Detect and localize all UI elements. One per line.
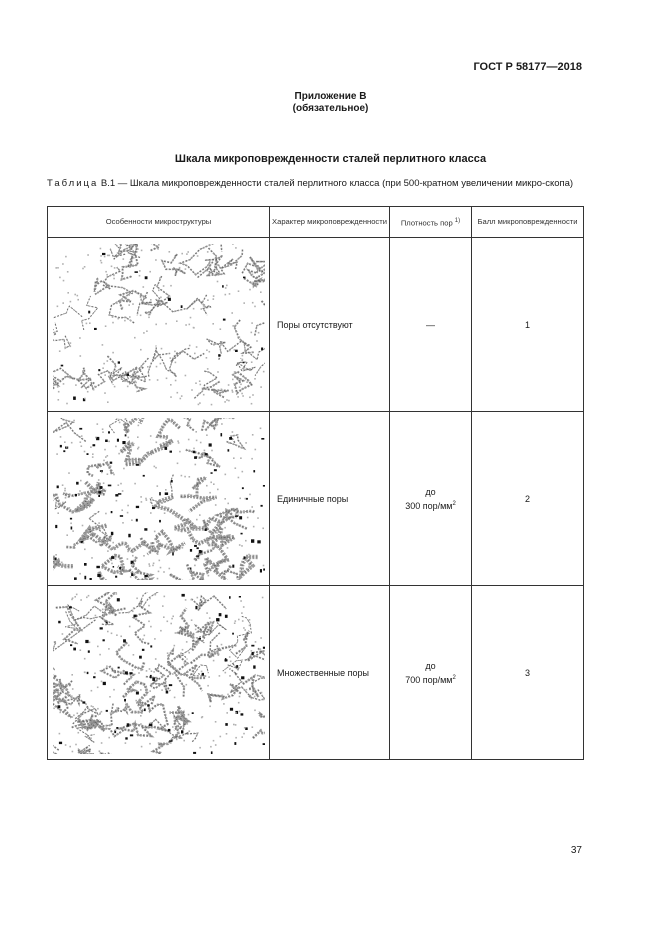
- table-row: [48, 412, 584, 586]
- header-character: Характер микроповрежденности: [270, 207, 390, 238]
- density-unit-exponent: 2: [452, 500, 456, 507]
- density-cell: [390, 238, 472, 412]
- density-line1: до: [425, 486, 436, 497]
- header-density: [390, 207, 472, 238]
- density-value: 700 пор/мм: [405, 674, 453, 685]
- character-cell: Поры отсутствуют: [270, 238, 390, 412]
- density-cell: [390, 586, 472, 760]
- character-cell: Множественные поры: [270, 586, 390, 760]
- header-density-footnote: 1): [454, 217, 461, 224]
- score-cell: 3: [472, 586, 584, 760]
- table-caption-label: Таблица: [47, 178, 99, 189]
- score-cell: 2: [472, 412, 584, 586]
- table-row: [48, 238, 584, 412]
- micrograph-image: [53, 418, 265, 580]
- appendix-title: Приложение В: [294, 91, 367, 102]
- table-caption: [47, 178, 583, 189]
- table-row: [48, 586, 584, 760]
- micrograph-image: [53, 592, 265, 754]
- density-line2: [390, 672, 471, 686]
- density-cell: [390, 412, 472, 586]
- table-header-row: [48, 207, 584, 238]
- micrograph-image: [53, 244, 265, 406]
- density-line1: до: [425, 660, 436, 671]
- table-caption-text: В.1 — Шкала микроповрежденности сталей перлитного класса (при 500-кратном увеличении микро-скопа): [98, 178, 574, 189]
- appendix-heading: [0, 91, 661, 115]
- density-line2: [390, 498, 471, 512]
- micrograph-cell: [48, 586, 270, 760]
- page-number: 37: [570, 845, 582, 856]
- density-unit-exponent: 2: [452, 674, 456, 681]
- header-score: Балл микроповрежденности: [472, 207, 584, 238]
- score-cell: 1: [472, 238, 584, 412]
- document-code: ГОСТ Р 58177—2018: [473, 61, 582, 73]
- density-line1: —: [426, 319, 435, 330]
- density-value: 300 пор/мм: [405, 500, 453, 511]
- damage-scale-table: [47, 206, 584, 760]
- micrograph-cell: [48, 238, 270, 412]
- header-features: Особенности микроструктуры: [48, 207, 270, 238]
- character-cell: Единичные поры: [270, 412, 390, 586]
- micrograph-cell: [48, 412, 270, 586]
- header-density-label: Плотность пор: [400, 218, 453, 228]
- appendix-subtitle: (обязательное): [292, 103, 369, 114]
- section-title: Шкала микроповрежденности сталей перлитного класса: [174, 153, 487, 165]
